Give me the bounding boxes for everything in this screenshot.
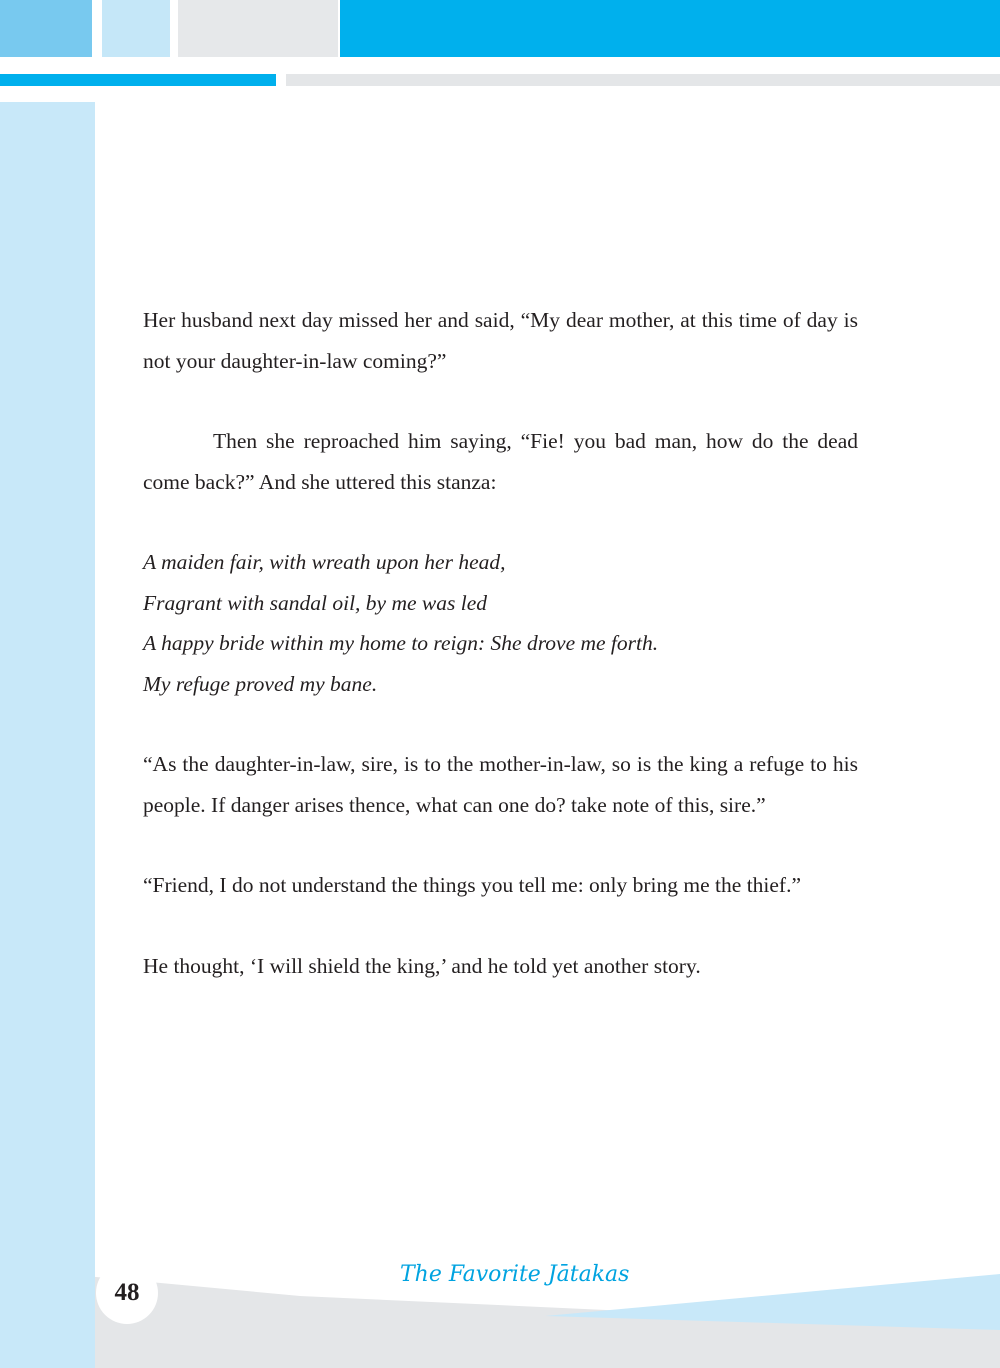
header-rule-blue xyxy=(0,74,276,86)
footer-sidebar-extension xyxy=(0,1262,95,1368)
stanza-line-1: A maiden fair, with wreath upon her head, xyxy=(143,550,506,574)
stanza-line-4: My refuge proved my bane. xyxy=(143,671,378,696)
header-block-4 xyxy=(340,0,1000,57)
header-block-3 xyxy=(178,0,338,57)
page-number: 48 xyxy=(96,1262,158,1324)
header-block-2 xyxy=(102,0,170,57)
left-sidebar-band xyxy=(0,102,95,1368)
book-title: The Favorite Jātakas xyxy=(400,1262,630,1287)
stanza-line-3: A happy bride within my home to reign: She drove me forth. xyxy=(143,631,659,655)
paragraph-4: “Friend, I do not understand the things you tell me: only bring me the thief.” xyxy=(143,873,802,897)
stanza-line-2: Fragrant with sandal oil, by me was led xyxy=(143,590,487,615)
header-rule-grey xyxy=(286,74,1000,86)
paragraph-2: Then she reproached him saying, “Fie! you bad man, how do the dead come back?” And she uttered this stanza: xyxy=(143,429,858,494)
paragraph-3: “As the daughter-in-law, sire, is to the mother-in-law, so is the king a refuge to his people. If danger arises thence, what can one do? take note of this, sire.” xyxy=(143,752,858,817)
header-block-1 xyxy=(0,0,92,57)
paragraph-1: Her husband next day missed her and said, “My dear mother, at this time of day is not your daughter-in-law coming?” xyxy=(143,308,858,373)
paragraph-5: He thought, ‘I will shield the king,’ and he told yet another story. xyxy=(143,953,701,978)
page-body xyxy=(143,300,858,986)
stanza xyxy=(143,542,858,704)
